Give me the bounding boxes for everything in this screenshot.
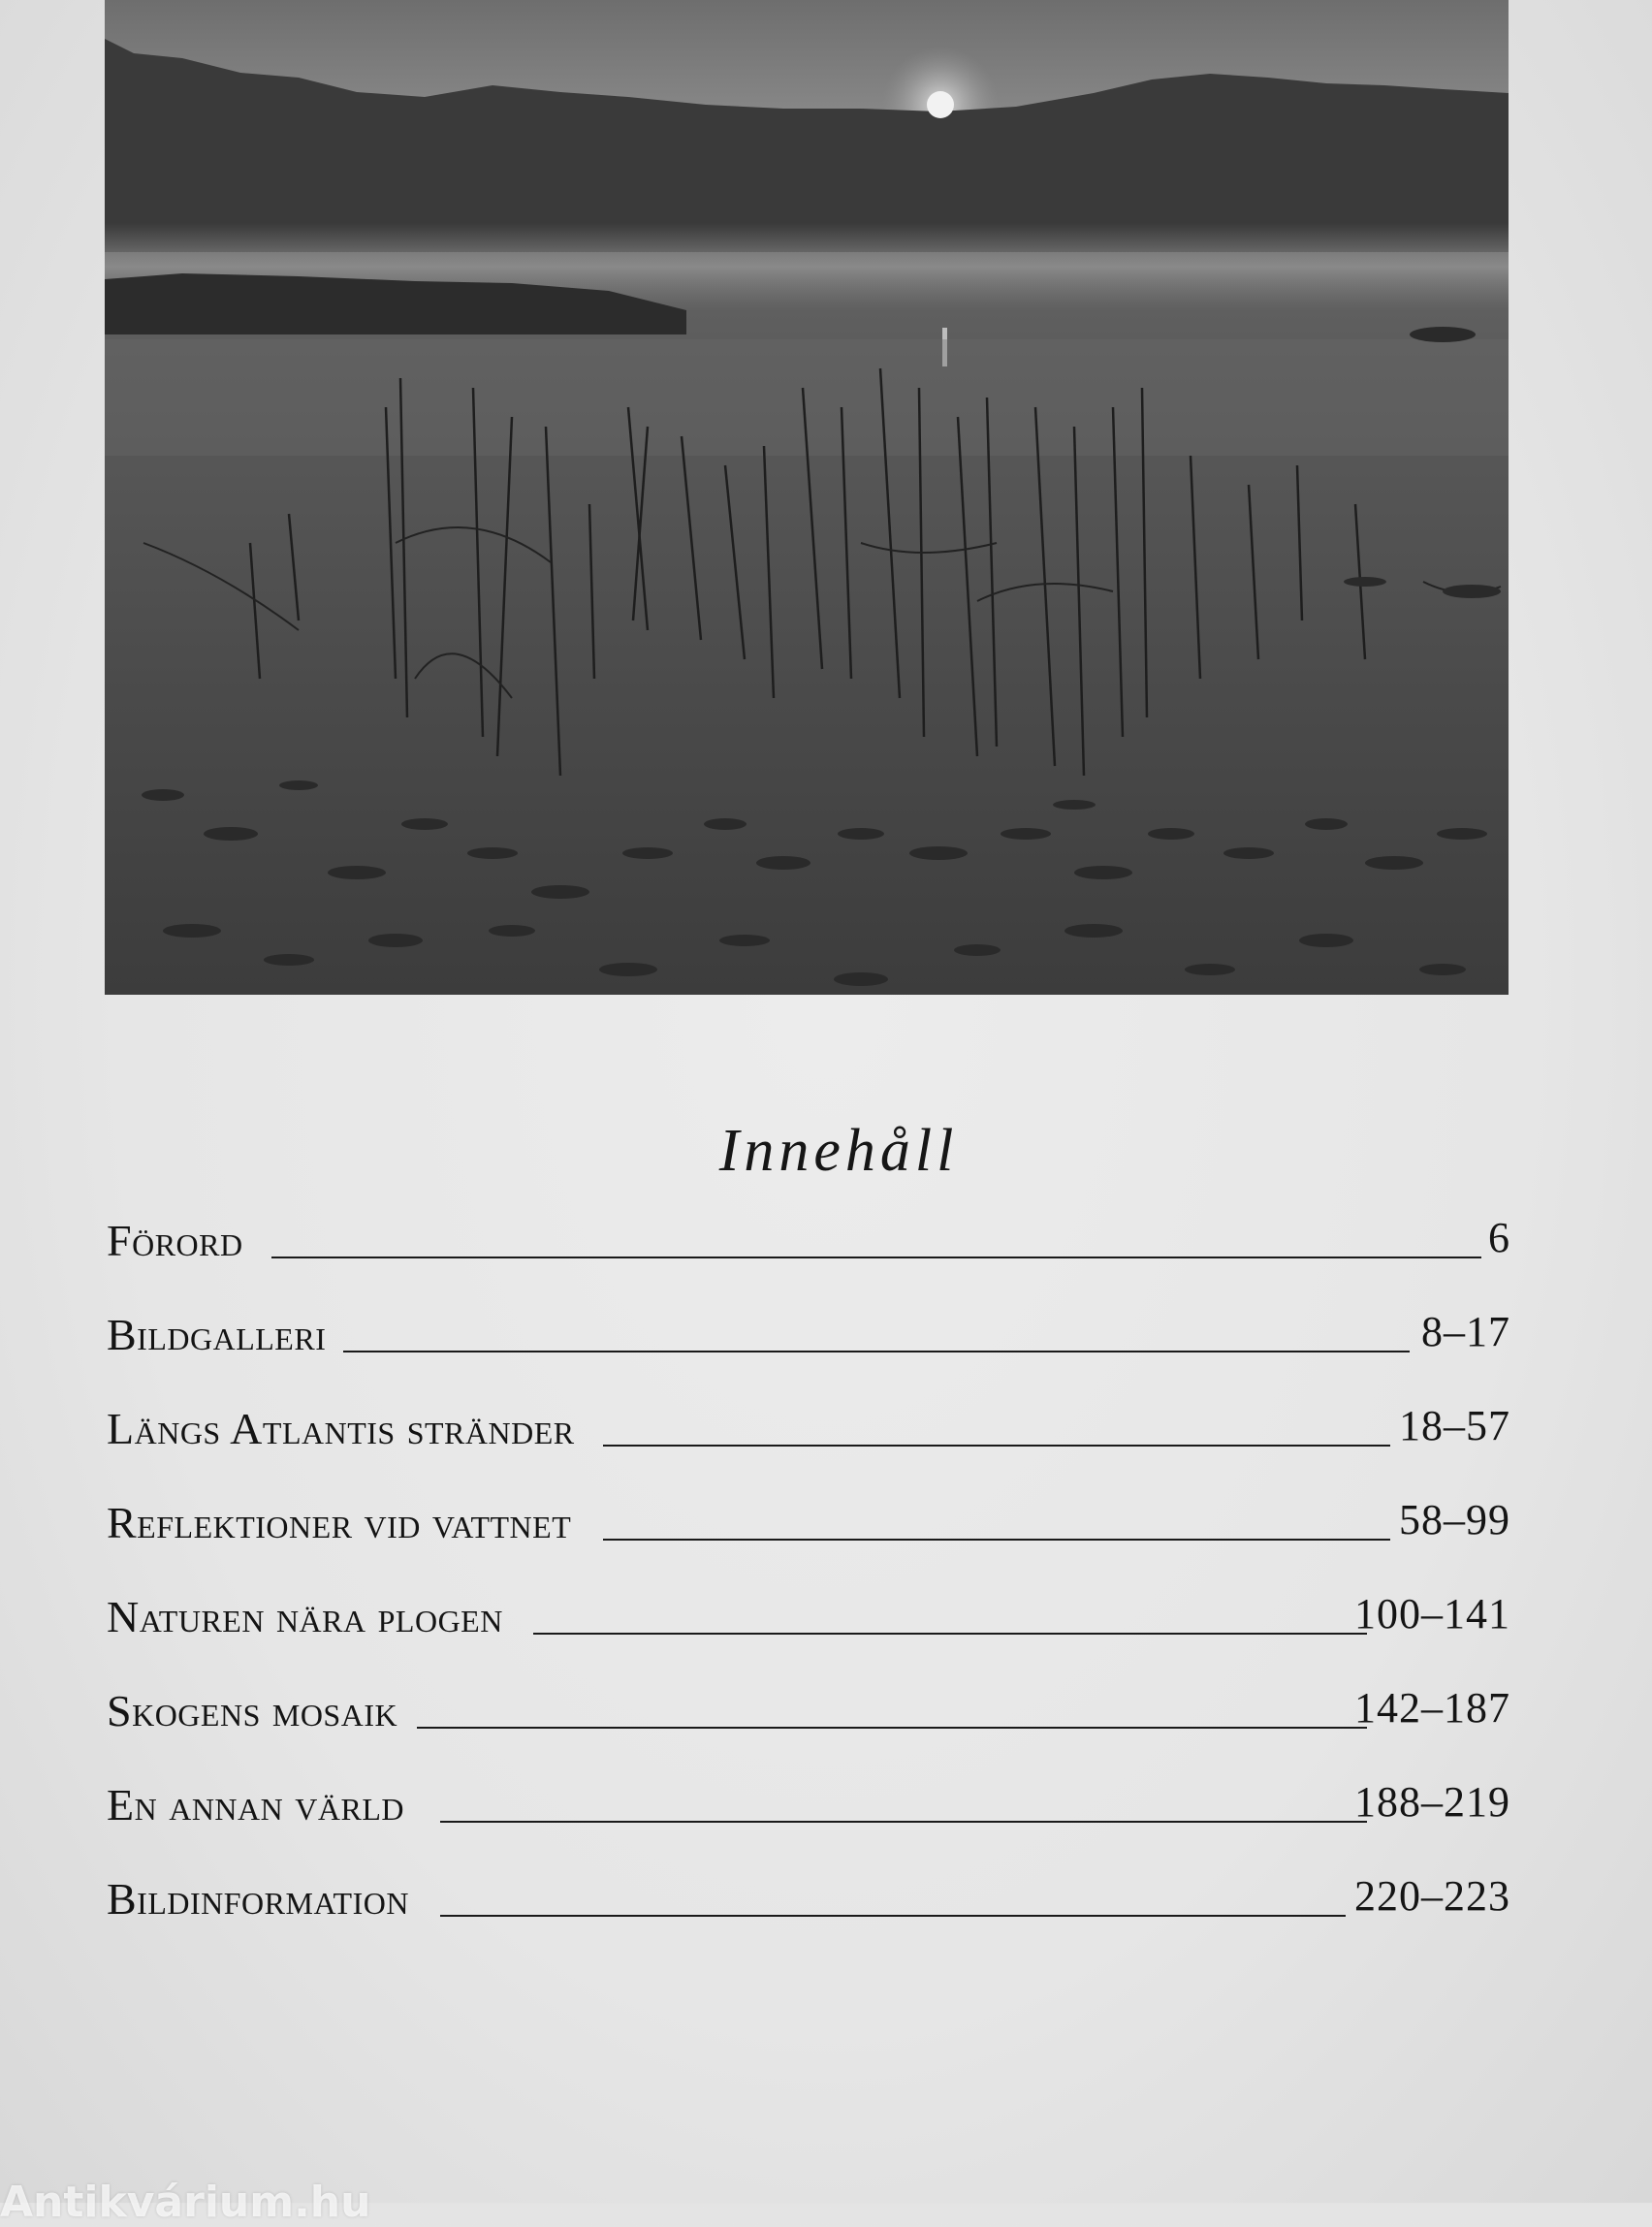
toc-entry-forord <box>107 1212 1510 1270</box>
toc-entry-naturen <box>107 1588 1510 1646</box>
toc-entry-bildinformation <box>107 1870 1510 1928</box>
toc-entry-title: Förord <box>107 1216 243 1265</box>
toc-entry-bildgalleri <box>107 1306 1510 1364</box>
toc-entry-pages: 8–17 <box>1421 1308 1510 1355</box>
toc-entry-pages: 142–187 <box>1354 1684 1510 1732</box>
lake-photograph <box>105 0 1509 995</box>
toc-entry-pages: 100–141 <box>1354 1590 1510 1638</box>
toc-entry-en-annan-varld <box>107 1776 1510 1834</box>
site-watermark: Antikvárium.hu <box>0 2178 371 2227</box>
toc-entry-title: Bildinformation <box>107 1874 409 1924</box>
toc-entry-title: Naturen nära plogen <box>107 1592 503 1641</box>
toc-leader-rule <box>343 1351 1410 1352</box>
toc-entry-title: En annan värld <box>107 1780 404 1829</box>
toc-leader-rule <box>603 1445 1390 1447</box>
toc-entry-title: Skogens mosaik <box>107 1686 398 1735</box>
toc-leader-rule <box>603 1539 1390 1541</box>
toc-leader-rule <box>440 1915 1346 1917</box>
toc-leader-rule <box>271 1257 1481 1258</box>
toc-leader-rule <box>417 1727 1367 1729</box>
toc-entry-title: Reflektioner vid vattnet <box>107 1498 572 1547</box>
toc-entry-title: Längs Atlantis stränder <box>107 1404 575 1453</box>
toc-entry-pages: 6 <box>1488 1214 1510 1261</box>
toc-entry-pages: 220–223 <box>1354 1872 1510 1920</box>
toc-entry-pages: 188–219 <box>1354 1778 1510 1826</box>
lake-photo-illustration <box>105 0 1509 995</box>
toc-entry-langs-atlantis <box>107 1400 1510 1458</box>
toc-leader-rule <box>440 1821 1367 1823</box>
toc-entry-reflektioner <box>107 1494 1510 1552</box>
contents-heading: Innehåll <box>718 1118 959 1184</box>
toc-entry-pages: 58–99 <box>1399 1496 1510 1543</box>
toc-entry-title: Bildgalleri <box>107 1310 327 1359</box>
toc-entry-skogens-mosaik <box>107 1682 1510 1740</box>
toc-entry-pages: 18–57 <box>1399 1402 1510 1449</box>
toc-leader-rule <box>533 1633 1367 1635</box>
